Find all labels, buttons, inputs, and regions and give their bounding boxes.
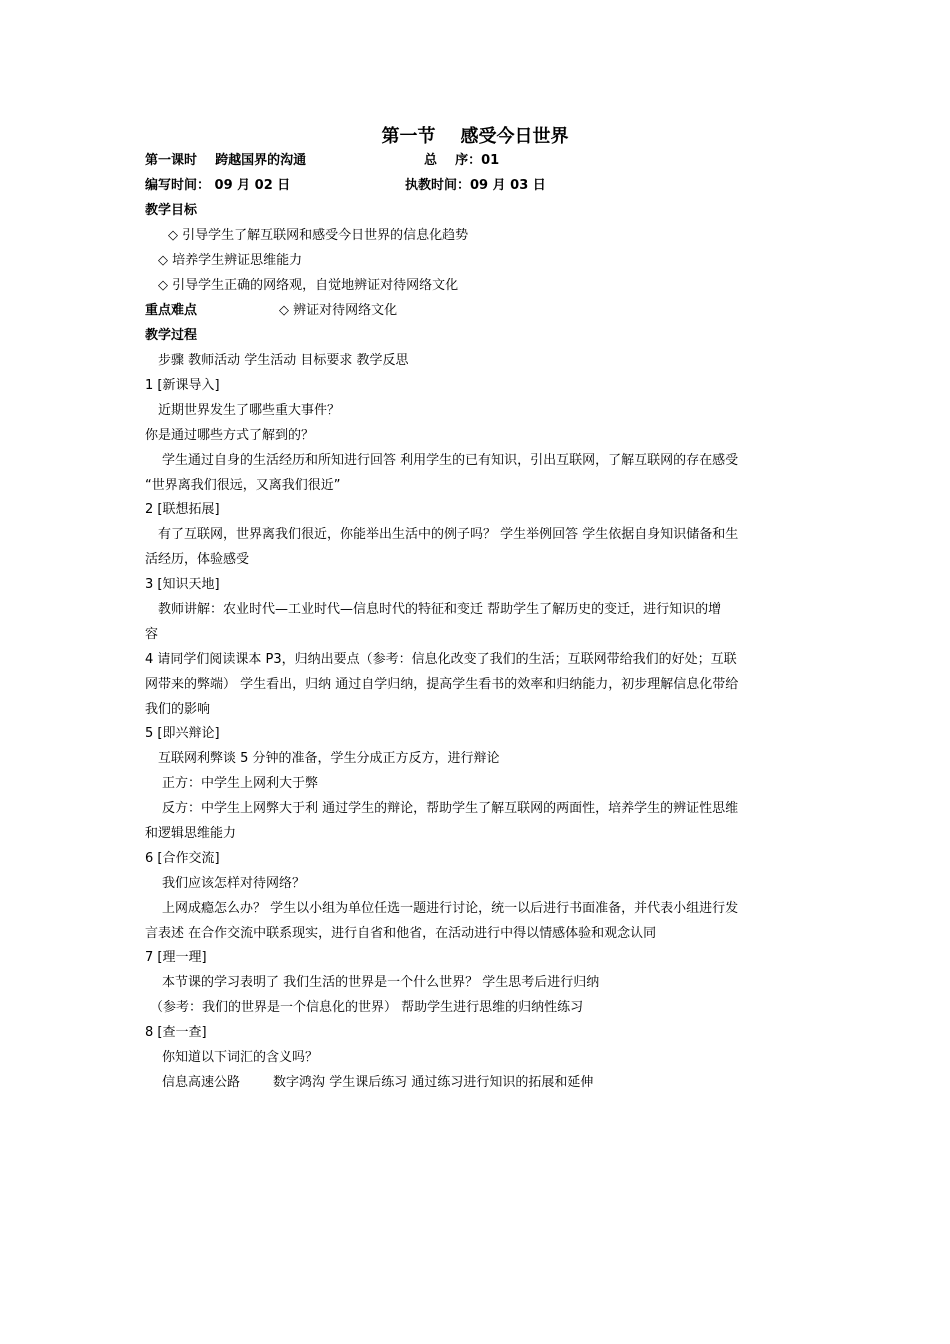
process-line: 活经历，体验感受 [145,552,250,567]
written-date: 编写时间： 09 月 02 日 [145,178,291,193]
process-line: 正方：中学生上网利大于弊 [162,776,319,791]
step-heading: 5 [即兴辩论] [145,726,220,741]
process-line: 言表述 在合作交流中联系现实，进行自省和他省，在活动进行中得以情感体验和观念认同 [145,926,657,941]
objective-item: ◇ 引导学生了解互联网和感受今日世界的信息化趋势 [168,228,469,243]
process-line: 上网成瘾怎么办？ 学生以小组为单位任选一题进行讨论，统一以后进行书面准备，并代表小组进行发 [162,901,739,916]
step-heading: 4 请同学们阅读课本 P3，归纳出要点（参考：信息化改变了我们的生活；互联网带给我们的好处；互联 [145,652,737,667]
process-line: 有了互联网，世界离我们很近，你能举出生活中的例子吗？ 学生举例回答 学生依据自身知识储备和生 [158,527,739,542]
process-line: 反方：中学生上网弊大于利 通过学生的辩论，帮助学生了解互联网的两面性，培养学生的辨证性思维 [162,801,739,816]
process-line: 我们的影响 [145,702,211,717]
taught-date: 执教时间：09 月 03 日 [405,178,546,193]
process-line: （参考：我们的世界是一个信息化的世界） 帮助学生进行思维的归纳性练习 [150,1000,584,1015]
process-line: 互联网利弊谈 5 分钟的准备，学生分成正方反方，进行辩论 [158,751,500,766]
process-line: 我们应该怎样对待网络？ [162,876,306,891]
process-line: “世界离我们很远，又离我们很近” [145,478,341,493]
process-line: 网带来的弊端） 学生看出，归纳 通过自学归纳，提高学生看书的效率和归纳能力，初步理解信息化带给 [145,677,739,692]
process-line: 和逻辑思维能力 [145,826,237,841]
page-title: 第一节 感受今日世界 [381,126,569,147]
step-heading: 8 [查一查] [145,1025,207,1040]
key-points-label: 重点难点 [145,303,198,318]
process-heading: 教学过程 [145,328,198,343]
step-heading: 6 [合作交流] [145,851,220,866]
serial-number: 总 序：01 [424,153,500,168]
objectives-heading: 教学目标 [145,203,198,218]
process-line: 你知道以下词汇的含义吗？ [162,1050,319,1065]
step-heading: 1 [新课导入] [145,378,220,393]
process-line: 近期世界发生了哪些重大事件？ [158,403,341,418]
process-header-row: 步骤 教师活动 学生活动 目标要求 教学反思 [158,353,409,368]
process-line: 容 [145,627,159,642]
objective-item: ◇ 培养学生辨证思维能力 [158,253,303,268]
process-line: 信息高速公路 数字鸿沟 学生课后练习 通过练习进行知识的拓展和延伸 [162,1075,594,1090]
step-heading: 3 [知识天地] [145,577,220,592]
step-heading: 2 [联想拓展] [145,502,220,517]
process-line: 你是通过哪些方式了解到的？ [145,428,315,443]
process-line: 本节课的学习表明了 我们生活的世界是一个什么世界？ 学生思考后进行归纳 [162,975,600,990]
process-line: 学生通过自身的生活经历和所知进行回答 利用学生的已有知识，引出互联网，了解互联网的存在感受 [162,453,739,468]
lesson-title: 第一课时 跨越国界的沟通 [145,153,307,168]
process-line: 教师讲解：农业时代—工业时代—信息时代的特征和变迁 帮助学生了解历史的变迁，进行知识的增 [158,602,722,617]
step-heading: 7 [理一理] [145,950,207,965]
key-points-value: ◇ 辨证对待网络文化 [279,303,398,318]
objective-item: ◇ 引导学生正确的网络观，自觉地辨证对待网络文化 [158,278,459,293]
